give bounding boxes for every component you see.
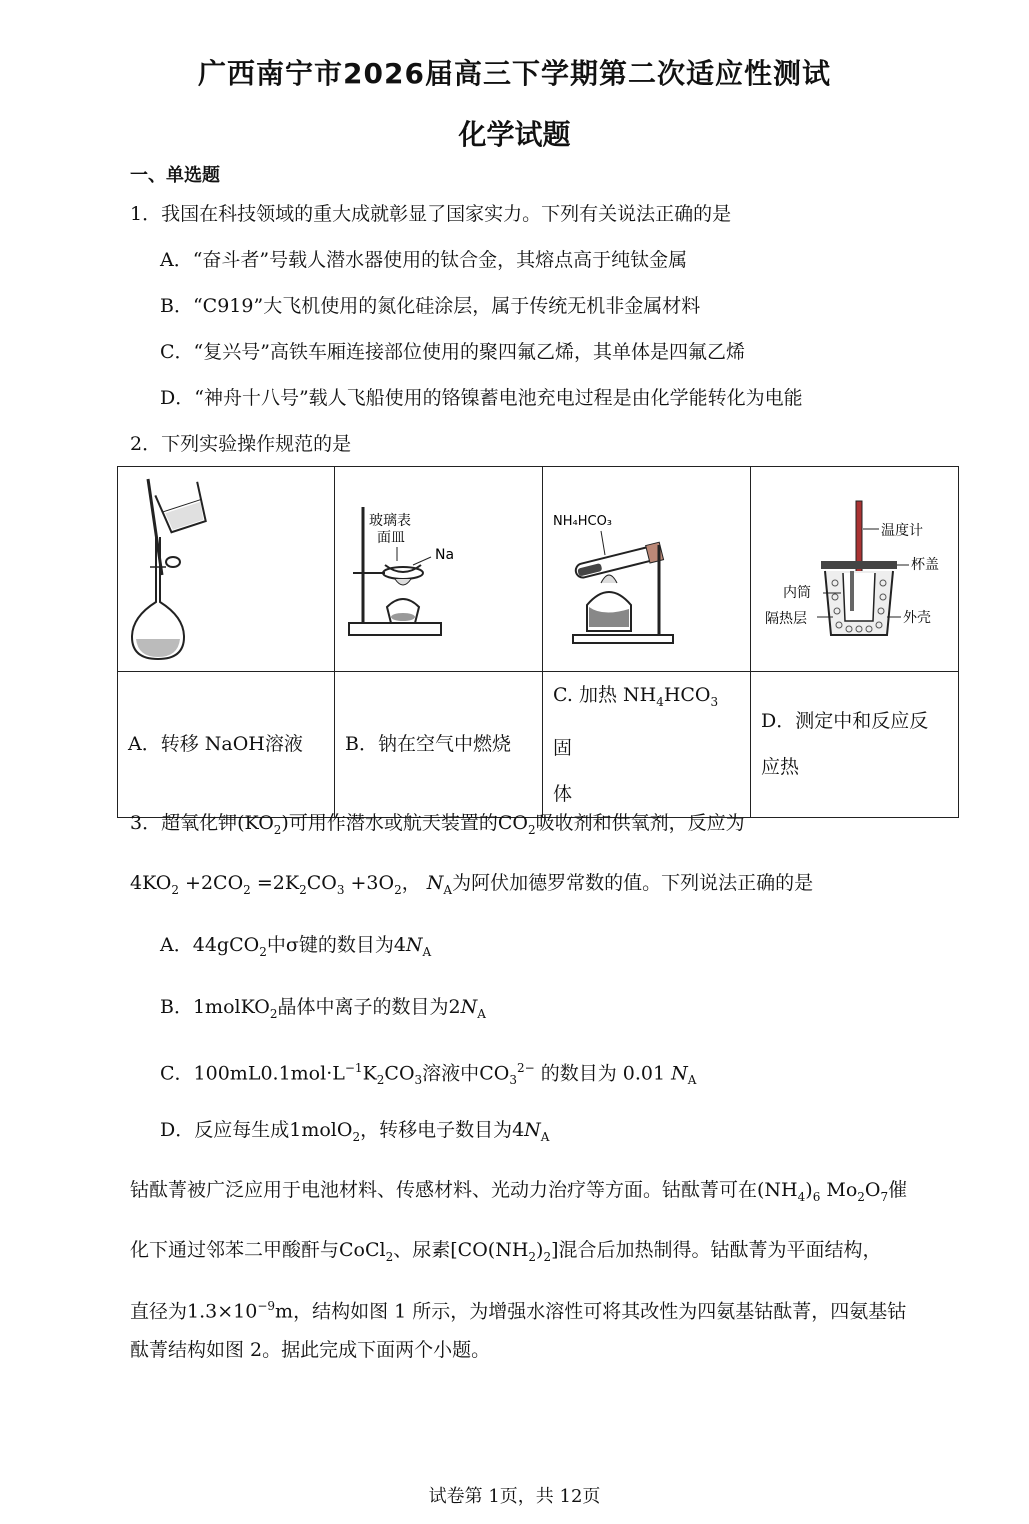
q2-figure-c — [543, 467, 751, 672]
label-watch-glass-1: 玻璃表 — [369, 513, 411, 529]
q2-figure-a — [118, 467, 335, 672]
subject-title: 化学试题 — [458, 118, 571, 151]
passage-line-3: 直径为$1.3\times 10^{-9}m$，结构如图 1 所示，为增强水溶性可将其改性为四氨基钴酞菁，四氨基钴 — [130, 1299, 907, 1323]
q2-caption-c-pre: C. 加热 — [553, 684, 623, 706]
sodium-burning-figure — [335, 467, 542, 667]
q3-stem: 3．超氧化钾$(KO_2)$可用作潜水或航天装置的$CO_2$吸收剂和供氧剂，反应为 — [130, 812, 745, 837]
q2-caption-c-post: 固 — [553, 736, 573, 759]
q3-option-c: C．$100mL0.1mol\cdot L^{-1}K_2CO_3$溶液中$CO_3^{2-}$ 的数目为 0.01 $N_A$ — [160, 1061, 697, 1088]
q1-option-a: A．“奋斗者”号载人潜水器使用的钛合金，其熔点高于纯钛金属 — [160, 249, 688, 271]
label-watch-glass-2: 面皿 — [377, 530, 405, 546]
q3-option-d: D．反应每生成1molO$_2$，转移电子数目为$4N_A$ — [160, 1119, 550, 1144]
q1-option-c: C．“复兴号”高铁车厢连接部位使用的聚四氟乙烯，其单体是四氟乙烯 — [160, 341, 745, 363]
q1-stem: 1．我国在科技领域的重大成就彰显了国家实力。下列有关说法正确的是 — [130, 203, 732, 225]
exam-title: 广西南宁市2026届高三下学期第二次适应性测试 — [198, 57, 831, 90]
passage-line-4: 酞菁结构如图 2。据此完成下面两个小题。 — [130, 1339, 491, 1361]
volumetric-flask-transfer-figure — [118, 467, 334, 667]
section-heading: 一、单选题 — [130, 165, 220, 186]
q2-options-table — [117, 466, 959, 818]
label-thermometer: 温度计 — [881, 523, 923, 539]
q1-option-d: D．“神舟十八号”载人飞船使用的铬镍蓄电池充电过程是由化学能转化为电能 — [160, 387, 803, 409]
label-outer-shell: 外壳 — [903, 610, 931, 626]
calorimeter-figure — [751, 467, 958, 667]
passage-line-2: 化下通过邻苯二甲酸酐与CoCl$_2$、尿素$[CO(NH_2)_2]$混合后加热制得。钴酞菁为平面结构， — [130, 1239, 882, 1264]
q2-stem: 2．下列实验操作规范的是 — [130, 433, 352, 455]
q2-caption-c: C. 加热 $NH_4HCO_3$ 固 体 — [543, 672, 751, 818]
label-nh4hco3: NH₄HCO₃ — [553, 514, 613, 529]
q2-caption-d — [751, 672, 959, 818]
q2-figure-b — [335, 467, 543, 672]
heating-solid-figure — [543, 467, 750, 667]
q2-caption-a: A．转移 NaOH溶液 — [118, 672, 335, 818]
q1-option-b: B．“C919”大飞机使用的氮化硅涂层，属于传统无机非金属材料 — [160, 295, 701, 317]
q3-equation: $4KO_2 +2CO_2 =2K_2CO_3 +3O_2$， $N_A$为阿伏加德罗常数的值。下列说法正确的是 — [130, 872, 814, 897]
label-insulation: 隔热层 — [765, 611, 807, 627]
q3-option-a: A．44gCO$_2$中σ键的数目为$4N_A$ — [160, 934, 432, 959]
label-inner-cup: 内筒 — [783, 585, 811, 601]
q2-caption-b: B．钠在空气中燃烧 — [335, 672, 543, 818]
q2-caption-d-line1: D．测定中和反应反 — [761, 710, 929, 733]
q2-figure-d — [751, 467, 959, 672]
q2-caption-c-line2: 体 — [553, 782, 573, 805]
passage-line-1: 钴酞菁被广泛应用于电池材料、传感材料、光动力治疗等方面。钴酞菁可在$(NH_4)_6$ $Mo_2O_7$催 — [130, 1179, 908, 1204]
label-sodium: Na — [435, 547, 455, 563]
q3-option-b: B．1molKO$_2$晶体中离子的数目为$2N_A$ — [160, 996, 486, 1021]
label-lid: 杯盖 — [911, 557, 939, 573]
page-footer: 试卷第 1页，共 12页 — [428, 1486, 601, 1507]
q2-caption-d-line2: 应热 — [761, 756, 800, 779]
